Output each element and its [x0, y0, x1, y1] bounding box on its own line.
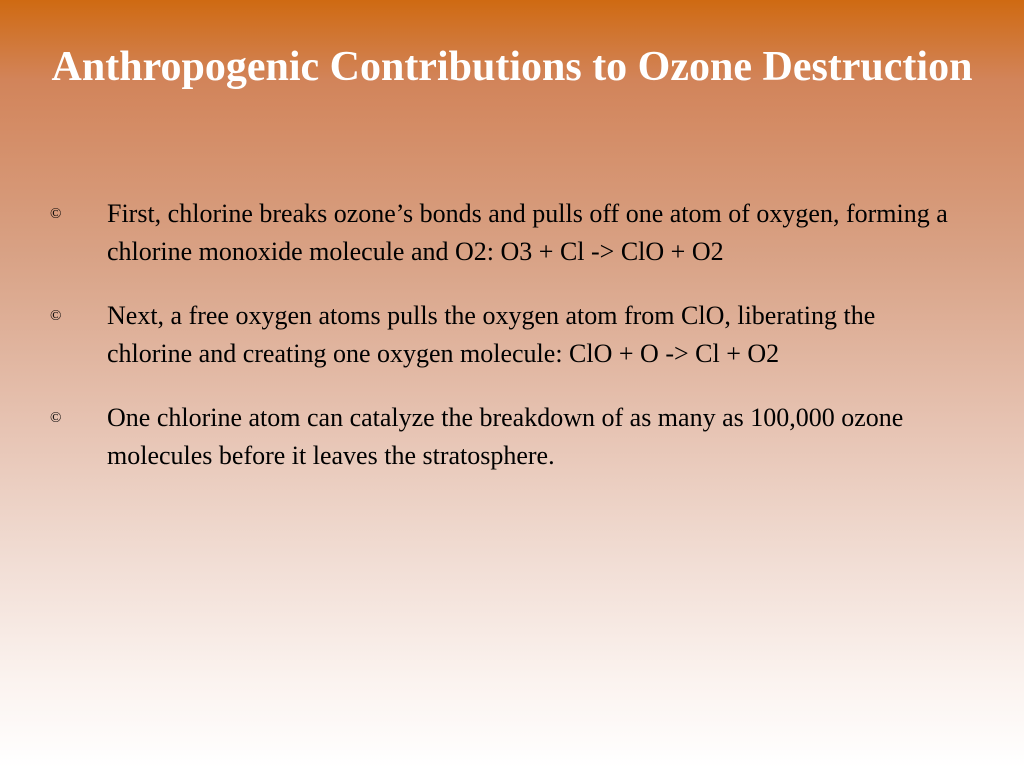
slide-title: Anthropogenic Contributions to Ozone Destruction: [51, 44, 973, 90]
bullet-marker-icon: ©: [50, 410, 62, 426]
bullet-list: [50, 195, 950, 501]
bullet-marker-icon: ©: [50, 308, 62, 324]
bullet-marker-icon: ©: [50, 206, 62, 222]
bullet-item: [50, 297, 950, 373]
bullet-text: One chlorine atom can catalyze the breakdown of as many as 100,000 ozone molecules before it leaves the stratosphere.: [107, 403, 904, 470]
bullet-item: [50, 195, 950, 271]
bullet-text: First, chlorine breaks ozone’s bonds and pulls off one atom of oxygen, forming a chlorine monoxide molecule and O2: O3 + Cl -> ClO + O2: [107, 199, 948, 266]
bullet-item: [50, 399, 950, 475]
bullet-text: Next, a free oxygen atoms pulls the oxygen atom from ClO, liberating the chlorine and creating one oxygen molecule: ClO + O -> Cl + O2: [107, 301, 876, 368]
